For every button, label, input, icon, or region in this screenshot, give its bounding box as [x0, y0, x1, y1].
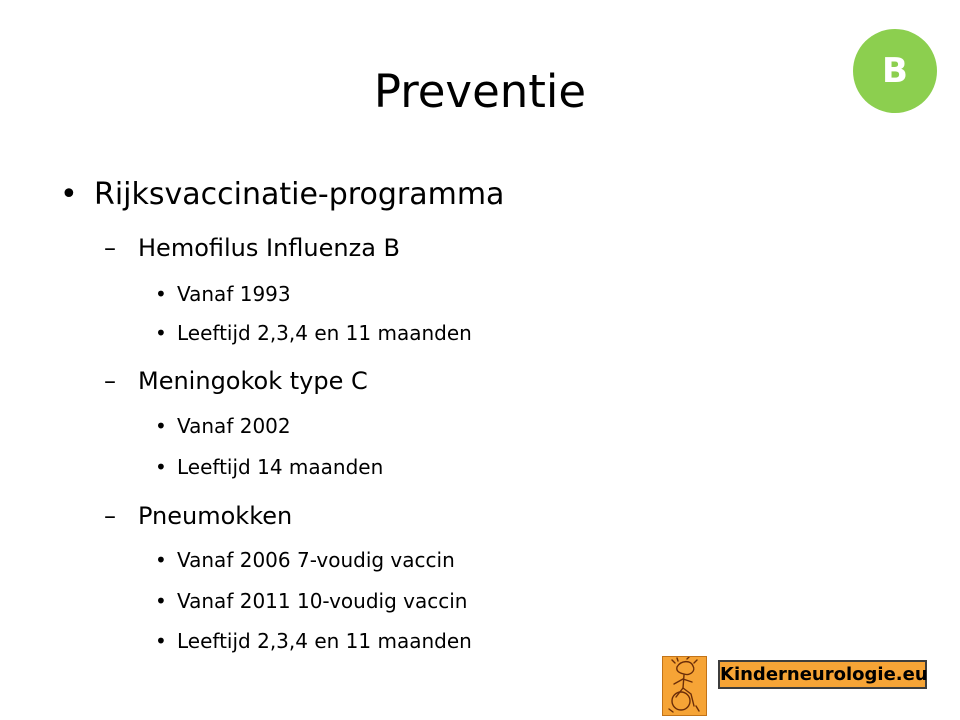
sub-bullet-text: Leeftijd 14 maanden [177, 455, 384, 479]
bullet-text: Rijksvaccinatie-programma [94, 177, 505, 212]
bullet-marker: • [155, 414, 167, 438]
section-badge: B [853, 29, 937, 113]
bullet-marker: • [155, 589, 167, 613]
bullet-text: Meningokok type C [138, 367, 368, 395]
bullet-marker: • [155, 321, 167, 345]
bullet-marker: • [155, 282, 167, 306]
sub-bullet [155, 280, 291, 308]
bullet-men [104, 365, 368, 397]
sub-bullet-text: Vanaf 2011 10-voudig vaccin [177, 589, 468, 613]
sub-bullet-text: Vanaf 1993 [177, 282, 291, 306]
dash-marker: – [104, 234, 116, 262]
bullet-marker: • [155, 548, 167, 572]
dash-marker: – [104, 502, 116, 530]
sub-bullet-text: Vanaf 2006 7-voudig vaccin [177, 548, 455, 572]
sub-bullet-text: Leeftijd 2,3,4 en 11 maanden [177, 629, 472, 653]
bullet-marker: • [155, 629, 167, 653]
dash-marker: – [104, 367, 116, 395]
logo-figure-icon [662, 656, 707, 716]
slide-title: Preventie [373, 65, 587, 118]
sub-bullet [155, 453, 383, 481]
sub-bullet [155, 546, 455, 574]
child-figure-icon [663, 657, 706, 715]
sub-bullet-text: Leeftijd 2,3,4 en 11 maanden [177, 321, 472, 345]
sub-bullet [155, 587, 467, 615]
bullet-main [60, 175, 504, 215]
bullet-pneu [104, 500, 292, 532]
bullet-marker: • [60, 177, 78, 212]
bullet-text: Pneumokken [138, 502, 293, 530]
sub-bullet [155, 412, 291, 440]
logo-wordmark: Kinderneurologie.eu [718, 660, 927, 689]
bullet-marker: • [155, 455, 167, 479]
bullet-text: Hemofilus Influenza B [138, 234, 400, 262]
bullet-hib [104, 232, 400, 264]
sub-bullet-text: Vanaf 2002 [177, 414, 291, 438]
sub-bullet [155, 627, 472, 655]
sub-bullet [155, 319, 472, 347]
